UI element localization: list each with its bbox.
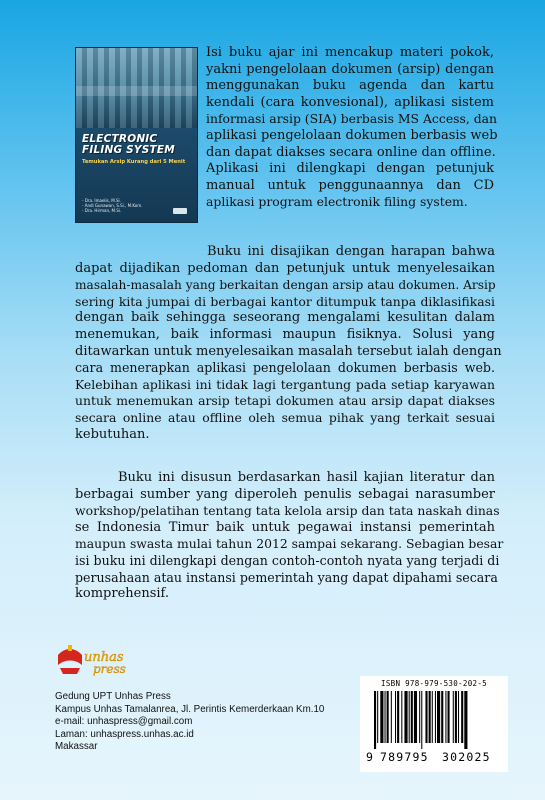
isbn-barcode	[360, 676, 508, 772]
text-line: untuk menemukan arsip tetapi dokumen atau arsip dapat diakses	[75, 393, 495, 409]
text-line: ditawarkan untuk menyelesaikan masalah tersebut ialah dengan	[75, 343, 502, 359]
barcode-bar	[397, 691, 399, 743]
barcode-digit-first: 9	[366, 750, 373, 764]
text-line: berbagai sumber yang diperoleh penulis sebagai narasumber	[75, 486, 495, 502]
barcode-bar	[419, 691, 420, 743]
publisher-address	[55, 691, 355, 754]
cover-title-line2: FILING SYSTEM	[82, 144, 175, 156]
barcode-bar	[409, 691, 410, 743]
cover-subtitle: Temukan Arsip Kurang dari 5 Menit	[82, 159, 186, 165]
cover-author: - Dra. Hirman, M.Si.	[82, 208, 122, 213]
text-line: kebutuhan.	[75, 426, 150, 442]
cover-author: - Dra. Imaelis, M.Si.	[82, 198, 121, 203]
text-line: dengan baik sehingga seseorang mengalami kesulitan dalam	[75, 310, 495, 326]
text-line: Buku ini disusun berdasarkan hasil kajian literatur dan	[118, 470, 495, 485]
barcode-bar	[387, 691, 389, 743]
text-line: menggunakan buku agenda dan kartu	[206, 78, 494, 94]
barcode-bar	[432, 691, 433, 743]
publisher-campus: Kampus Unhas Tamalanrea, Jl. Perintis Kemerderkaan Km.10	[55, 703, 325, 715]
publisher-building: Gedung UPT Unhas Press	[55, 691, 171, 702]
barcode-bar	[455, 691, 457, 743]
barcode-bar	[425, 691, 427, 743]
barcode-bar	[421, 691, 422, 749]
barcode-digits-right: 302025	[442, 750, 491, 764]
barcode-digits-left: 789795	[380, 750, 429, 764]
cover-publisher-mark	[173, 208, 187, 214]
text-line: dapat dijadikan pedoman dan petunjuk untuk menyelesaikan	[75, 260, 495, 276]
barcode-bar	[385, 691, 386, 743]
text-line: informasi arsip (SIA) berbasis MS Access, dan	[206, 111, 498, 127]
barcode-bar	[411, 691, 413, 743]
svg-text:unhas: unhas	[84, 650, 124, 665]
text-line: workshop/pelatihan tentang tata kelola arsip dan tata naskah dinas	[75, 503, 500, 519]
barcode-bar	[464, 691, 467, 749]
barcode-bar	[380, 691, 383, 743]
isbn-label: ISBN 978-979-530-202-5	[381, 679, 487, 688]
text-line: sering kita jumpai di berbagai kantor ditumpuk tanpa diklasifikasi	[75, 293, 495, 309]
svg-text:press: press	[93, 662, 126, 676]
cover-title	[82, 134, 194, 156]
text-line: kendali (cara konvesional), aplikasi sistem	[206, 94, 494, 110]
text-line: Isi buku ajar ini mencakup materi pokok,	[206, 45, 494, 60]
barcode-bar	[437, 691, 440, 743]
text-line: aplikasi pengelolaan dokumen berbasis web	[206, 127, 498, 143]
barcode-bar	[377, 691, 378, 743]
publisher-city: Makassar	[55, 741, 98, 753]
intro-paragraph	[206, 45, 498, 211]
barcode-bar	[441, 691, 443, 743]
barcode-bar	[435, 691, 436, 743]
barcode-bar	[374, 691, 376, 749]
text-line: se Indonesia Timur baik untuk pegawai instansi pemerintah	[75, 519, 495, 535]
text-line: Kelebihan aplikasi ini tidak lagi tergantung pada setiap karyawan	[75, 376, 495, 392]
cover-author: - Andi Gunawan, S.Si., M.Kom.	[82, 203, 143, 208]
barcode-bar	[429, 691, 431, 743]
text-line: komprehensif.	[75, 586, 170, 602]
text-line: secara online atau offline oleh semua pihak yang terkait sesuai	[75, 409, 495, 425]
barcode-bar	[448, 691, 450, 743]
text-line: aplikasi program electronik filing system.	[206, 194, 468, 210]
cover-photo	[76, 48, 197, 128]
barcode-bar	[404, 691, 407, 743]
text-line: perusahaan atau instansi pemerintah yang dapat dipahami secara	[75, 569, 498, 585]
text-line: menemukan, baik informasi maupun fisiknya. Solusi yang	[75, 326, 495, 342]
text-line: dan dapat diakses secara online dan offline.	[206, 144, 496, 160]
cover-title-line1: ELECTRONIC	[82, 133, 158, 145]
barcode-bar	[445, 691, 446, 743]
barcode-bar	[458, 691, 459, 743]
barcode-bar	[453, 691, 454, 743]
text-line: Buku ini disajikan dengan harapan bahwa	[207, 244, 495, 259]
text-line: cara menerapkan aplikasi pengelolaan dokumen berbasis web.	[75, 360, 495, 376]
body-paragraph-2	[75, 470, 504, 603]
barcode-bar	[401, 691, 402, 743]
body-paragraph-1	[75, 244, 502, 443]
book-cover-thumbnail	[75, 47, 198, 223]
barcode-bars	[366, 691, 502, 749]
publisher-email: e-mail: unhaspress@gmail.com	[55, 716, 193, 728]
text-line: manual untuk penggunaannya dan CD	[206, 177, 494, 193]
barcode-bar	[395, 691, 396, 743]
text-line: yakni pengelolaan dokumen (arsip) dengan	[206, 61, 494, 77]
publisher-website: Laman: unhaspress.unhas.ac.id	[55, 728, 194, 740]
unhas-press-logo	[55, 643, 135, 679]
text-line: isi buku ini dilengkapi dengan contoh-contoh nyata yang terjadi di	[75, 552, 500, 568]
text-line: masalah-masalah yang berkaitan dengan arsip atau dokumen. Arsip	[75, 278, 496, 293]
text-line: Aplikasi ini dilengkapi dengan petunjuk	[206, 161, 494, 177]
barcode-bar	[461, 691, 463, 743]
barcode-digits	[360, 750, 508, 766]
barcode-bar	[391, 691, 392, 743]
barcode-bar	[414, 691, 417, 743]
text-line: maupun swasta mulai tahun 2012 sampai sekarang. Sebagian besar	[75, 536, 504, 552]
